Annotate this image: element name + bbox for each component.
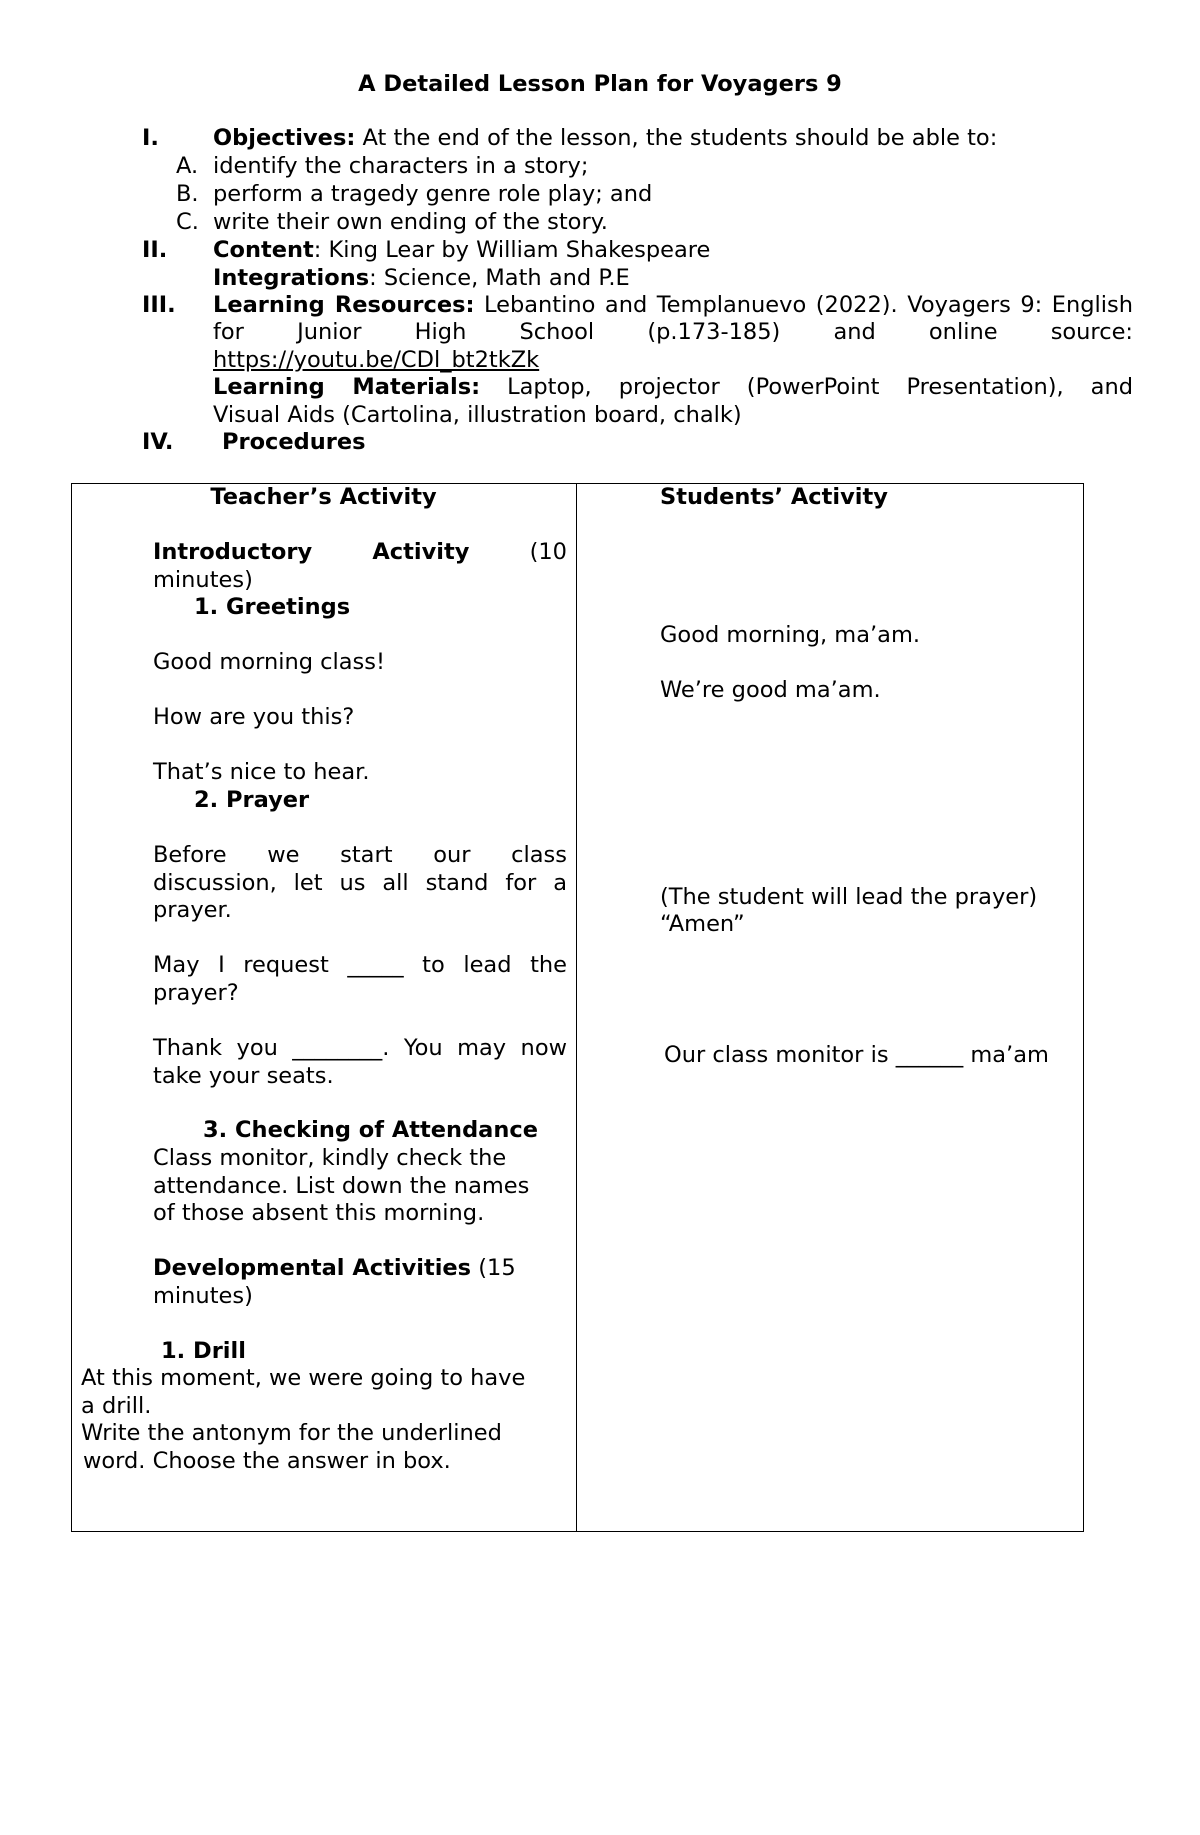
integrations-label: Integrations (213, 265, 370, 291)
section-numeral-resources: III. (142, 292, 176, 318)
table-column-divider (576, 483, 577, 1532)
drill-heading: 1. Drill (161, 1338, 246, 1364)
resource-link[interactable]: https://youtu.be/CDl_bt2tkZk (213, 347, 540, 373)
intro-label: Introductory (153, 539, 313, 565)
request-line-2: prayer? (153, 979, 239, 1006)
objective-item: perform a tragedy genre role play; and (213, 181, 653, 207)
drill-text (81, 1365, 525, 1475)
objective-letter: A. (176, 153, 199, 179)
objectives-label: Objectives: (213, 125, 356, 151)
materials-label: Learning Materials: (213, 374, 481, 400)
student-monitor: Our class monitor is ______ ma’am (664, 1042, 1049, 1068)
materials-line-2: Visual Aids (Cartolina, illustration board, chalk) (213, 402, 742, 428)
content-label: Content (213, 237, 314, 263)
drill-line-1: At this moment, we were going to have (81, 1365, 526, 1391)
resources-label: Learning Resources: (213, 292, 475, 318)
prayer-heading: 2. Prayer (194, 787, 310, 813)
student-amen: “Amen” (660, 911, 745, 937)
student-good-morning: Good morning, ma’am. (660, 622, 921, 648)
objective-item: write their own ending of the story. (213, 209, 608, 235)
resources-paragraph (213, 292, 1133, 346)
developmental-heading (153, 1255, 516, 1310)
section-numeral-objectives: I. (142, 125, 159, 151)
attendance-line-2: attendance. List down the names (153, 1172, 530, 1199)
dev-time: (15 (471, 1255, 516, 1281)
attendance-text (153, 1145, 529, 1228)
attendance-heading: 3. Checking of Attendance (203, 1117, 538, 1143)
drill-line-3: Write the antonym for the underlined (81, 1420, 502, 1446)
before-line-2: discussion, let us all stand for a (153, 869, 567, 896)
page-title: A Detailed Lesson Plan for Voyagers 9 (358, 71, 842, 97)
integrations-text: : Science, Math and P.E (369, 265, 630, 291)
teacher-thank-you (153, 1035, 567, 1090)
student-good: We’re good ma’am. (660, 677, 881, 703)
drill-line-2: a drill. (81, 1392, 152, 1419)
attendance-line-1: Class monitor, kindly check the (153, 1145, 507, 1171)
intro-time: (10 (529, 539, 567, 565)
objective-letter: C. (176, 209, 199, 235)
objectives-line (213, 125, 997, 152)
attendance-line-3: of those absent this morning. (153, 1200, 485, 1226)
greetings-heading: 1. Greetings (194, 594, 351, 620)
objective-letter: B. (176, 181, 199, 207)
thank-line-1: Thank you ________. You may now (153, 1035, 567, 1061)
intro-label-2: Activity (372, 539, 470, 565)
before-line-1: Before we start our class (153, 842, 567, 868)
section-numeral-content: II. (142, 237, 168, 263)
content-text: : King Lear by William Shakespeare (313, 237, 711, 263)
teacher-request (153, 952, 567, 1007)
teacher-activity-header: Teacher’s Activity (210, 484, 437, 510)
integrations-line (213, 265, 630, 292)
objective-item: identify the characters in a story; (213, 153, 589, 179)
teacher-nice: That’s nice to hear. (153, 759, 370, 785)
request-line-1: May I request _____ to lead the (153, 952, 567, 978)
materials-line (213, 374, 1133, 401)
resources-text: Lebantino and Templanuevo (2022). Voyagers 9: English for Junior High School (p.173-185) and online source: (213, 292, 1133, 345)
before-line-3: prayer. (153, 897, 232, 923)
drill-line-4: word. Choose the answer in box. (83, 1447, 451, 1474)
teacher-good-morning: Good morning class! (153, 649, 386, 675)
section-numeral-procedures: IV. (142, 429, 174, 455)
content-line (213, 237, 710, 264)
intro-time-2: minutes) (153, 566, 253, 593)
students-activity-header: Students’ Activity (660, 484, 888, 510)
objectives-text: At the end of the lesson, the students should be able to: (355, 125, 998, 151)
dev-label: Developmental Activities (153, 1255, 472, 1281)
procedures-label: Procedures (222, 429, 366, 455)
student-prayer-lead: (The student will lead the prayer) (660, 884, 1038, 910)
teacher-how-are-you: How are you this? (153, 704, 355, 730)
thank-line-2: take your seats. (153, 1062, 334, 1089)
teacher-before-prayer (153, 842, 567, 925)
intro-activity-heading (153, 539, 567, 594)
materials-text: Laptop, projector (PowerPoint Presentation), and (480, 374, 1134, 400)
dev-time-2: minutes) (153, 1282, 253, 1309)
